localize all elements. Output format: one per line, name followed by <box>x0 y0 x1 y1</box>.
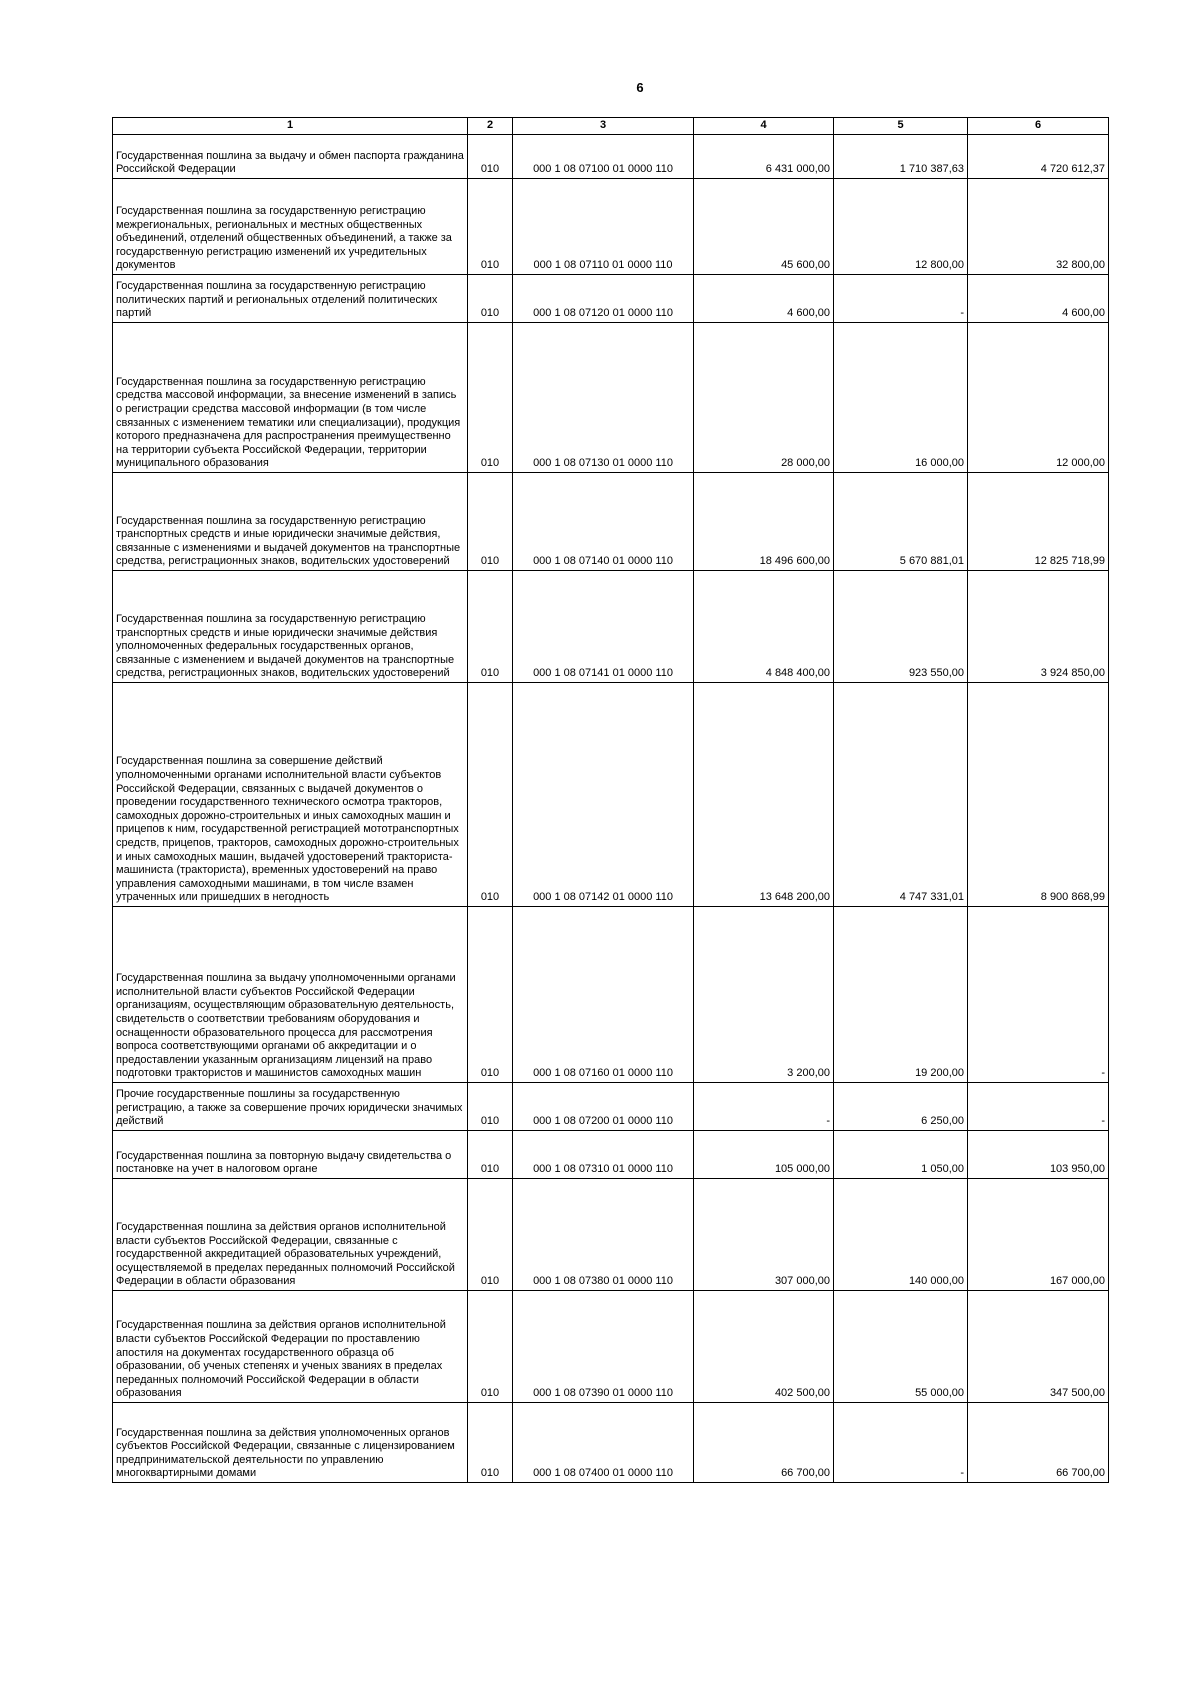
column-header-5: 5 <box>834 118 968 135</box>
table-row <box>113 179 1109 275</box>
revenue-table <box>112 117 1109 1483</box>
row-code: 010 <box>468 1179 513 1291</box>
row-col4: 18 496 600,00 <box>694 473 834 571</box>
row-kbk: 000 1 08 07141 01 0000 110 <box>513 571 694 683</box>
table-row <box>113 135 1109 179</box>
row-kbk: 000 1 08 07400 01 0000 110 <box>513 1403 694 1483</box>
row-col6: 347 500,00 <box>968 1291 1109 1403</box>
row-name: Государственная пошлина за государственную регистрацию транспортных средств и иные юридически значимые действия уполномоченных федеральных государственных органов, связанные с изменением и выдачей документов на транспортные средства, регистрационных знаков, водительских удостоверений <box>113 571 468 683</box>
table-row <box>113 1083 1109 1131</box>
column-header-4: 4 <box>694 118 834 135</box>
row-name: Государственная пошлина за выдачу уполномоченными органами исполнительной власти субъектов Российской Федерации организациям, осуществляющим образовательную деятельность, свидетельств о соответствии требованиям оборудования и оснащенности образовательного процесса для рассмотрения вопроса соответствующими органами об аккредитации и о предоставлении указанным организациям лицензий на право подготовки трактористов и машинистов самоходных машин <box>113 907 468 1083</box>
row-col6: 12 825 718,99 <box>968 473 1109 571</box>
row-name: Государственная пошлина за государственную регистрацию транспортных средств и иные юридически значимые действия, связанные с изменениями и выдачей документов на транспортные средства, регистрационных знаков, водительских удостоверений <box>113 473 468 571</box>
row-col6: 103 950,00 <box>968 1131 1109 1179</box>
row-kbk: 000 1 08 07200 01 0000 110 <box>513 1083 694 1131</box>
row-col6: 4 600,00 <box>968 275 1109 323</box>
row-col5: 5 670 881,01 <box>834 473 968 571</box>
table-row <box>113 1291 1109 1403</box>
row-code: 010 <box>468 907 513 1083</box>
column-header-2: 2 <box>468 118 513 135</box>
row-col4: 105 000,00 <box>694 1131 834 1179</box>
row-code: 010 <box>468 1083 513 1131</box>
row-kbk: 000 1 08 07310 01 0000 110 <box>513 1131 694 1179</box>
row-name: Государственная пошлина за выдачу и обмен паспорта гражданина Российской Федерации <box>113 135 468 179</box>
table-row <box>113 473 1109 571</box>
row-name: Государственная пошлина за государственную регистрацию средства массовой информации, за внесение изменений в запись о регистрации средства массовой информации (в том числе связанных с изменением тематики или специализации), продукция которого предназначена для распространения преимущественно на территории субъекта Российской Федерации, территории муниципального образования <box>113 323 468 473</box>
row-col4: 45 600,00 <box>694 179 834 275</box>
row-code: 010 <box>468 1403 513 1483</box>
row-code: 010 <box>468 323 513 473</box>
row-name: Государственная пошлина за действия органов исполнительной власти субъектов Российской Федерации, связанные с государственной аккредитацией образовательных учреждений, осуществляемой в пределах переданных полномочий Российской Федерации в области образования <box>113 1179 468 1291</box>
table-row <box>113 1131 1109 1179</box>
row-kbk: 000 1 08 07110 01 0000 110 <box>513 179 694 275</box>
table-body <box>113 135 1109 1483</box>
row-col5: 6 250,00 <box>834 1083 968 1131</box>
row-col5: 1 710 387,63 <box>834 135 968 179</box>
row-col4: 3 200,00 <box>694 907 834 1083</box>
row-col6: 12 000,00 <box>968 323 1109 473</box>
row-name: Государственная пошлина за действия органов исполнительной власти субъектов Российской Федерации по проставлению апостиля на документах государственного образца об образовании, об ученых степенях и ученых званиях в пределах переданных полномочий Российской Федерации в области образования <box>113 1291 468 1403</box>
row-col5: 4 747 331,01 <box>834 683 968 907</box>
row-col5: 55 000,00 <box>834 1291 968 1403</box>
row-col6: 66 700,00 <box>968 1403 1109 1483</box>
row-kbk: 000 1 08 07130 01 0000 110 <box>513 323 694 473</box>
row-kbk: 000 1 08 07390 01 0000 110 <box>513 1291 694 1403</box>
row-code: 010 <box>468 683 513 907</box>
row-col4: 307 000,00 <box>694 1179 834 1291</box>
row-col4: 13 648 200,00 <box>694 683 834 907</box>
page-number: 6 <box>636 80 644 95</box>
row-name: Прочие государственные пошлины за государственную регистрацию, а также за совершение прочих юридически значимых действий <box>113 1083 468 1131</box>
row-kbk: 000 1 08 07140 01 0000 110 <box>513 473 694 571</box>
row-name: Государственная пошлина за государственную регистрацию межрегиональных, региональных и местных общественных объединений, отделений общественных объединений, а также за государственную регистрацию изменений их учредительных документов <box>113 179 468 275</box>
row-kbk: 000 1 08 07120 01 0000 110 <box>513 275 694 323</box>
header-row <box>113 118 1109 135</box>
row-col5: 16 000,00 <box>834 323 968 473</box>
row-col6: 32 800,00 <box>968 179 1109 275</box>
table-row <box>113 683 1109 907</box>
row-col5: 923 550,00 <box>834 571 968 683</box>
row-code: 010 <box>468 1131 513 1179</box>
row-kbk: 000 1 08 07100 01 0000 110 <box>513 135 694 179</box>
column-header-6: 6 <box>968 118 1109 135</box>
row-col5: 140 000,00 <box>834 1179 968 1291</box>
row-col4: 402 500,00 <box>694 1291 834 1403</box>
row-code: 010 <box>468 275 513 323</box>
column-header-1: 1 <box>113 118 468 135</box>
row-code: 010 <box>468 1291 513 1403</box>
row-kbk: 000 1 08 07160 01 0000 110 <box>513 907 694 1083</box>
table-row <box>113 907 1109 1083</box>
row-code: 010 <box>468 135 513 179</box>
row-col4: 66 700,00 <box>694 1403 834 1483</box>
table-row <box>113 1403 1109 1483</box>
column-header-3: 3 <box>513 118 694 135</box>
row-kbk: 000 1 08 07142 01 0000 110 <box>513 683 694 907</box>
row-code: 010 <box>468 179 513 275</box>
row-col6: - <box>968 1083 1109 1131</box>
row-name: Государственная пошлина за действия уполномоченных органов субъектов Российской Федерации, связанные с лицензированием предпринимательской деятельности по управлению многоквартирными домами <box>113 1403 468 1483</box>
table-row <box>113 323 1109 473</box>
table-row <box>113 1179 1109 1291</box>
row-col5: 12 800,00 <box>834 179 968 275</box>
row-name: Государственная пошлина за государственную регистрацию политических партий и региональных отделений политических партий <box>113 275 468 323</box>
row-col6: 8 900 868,99 <box>968 683 1109 907</box>
row-col4: 28 000,00 <box>694 323 834 473</box>
row-name: Государственная пошлина за повторную выдачу свидетельства о постановке на учет в налоговом органе <box>113 1131 468 1179</box>
table-row <box>113 571 1109 683</box>
row-col5: - <box>834 275 968 323</box>
row-col5: - <box>834 1403 968 1483</box>
row-col4: 4 848 400,00 <box>694 571 834 683</box>
row-code: 010 <box>468 473 513 571</box>
row-col4: - <box>694 1083 834 1131</box>
row-col6: 3 924 850,00 <box>968 571 1109 683</box>
row-col6: 4 720 612,37 <box>968 135 1109 179</box>
row-name: Государственная пошлина за совершение действий уполномоченными органами исполнительной власти субъектов Российской Федерации, связанных с выдачей документов о проведении государственного технического осмотра тракторов, самоходных дорожно-строительных и иных самоходных машин и прицепов к ним, государственной регистрацией мототранспортных средств, прицепов, тракторов, самоходных дорожно-строительных и иных самоходных машин, выдачей удостоверений тракториста-машиниста (тракториста), временных удостоверений на право управления самоходными машинами, в том числе взамен утраченных или пришедших в негодность <box>113 683 468 907</box>
row-col4: 6 431 000,00 <box>694 135 834 179</box>
row-col4: 4 600,00 <box>694 275 834 323</box>
row-kbk: 000 1 08 07380 01 0000 110 <box>513 1179 694 1291</box>
row-col5: 19 200,00 <box>834 907 968 1083</box>
row-col6: 167 000,00 <box>968 1179 1109 1291</box>
table-row <box>113 275 1109 323</box>
row-col6: - <box>968 907 1109 1083</box>
row-code: 010 <box>468 571 513 683</box>
row-col5: 1 050,00 <box>834 1131 968 1179</box>
